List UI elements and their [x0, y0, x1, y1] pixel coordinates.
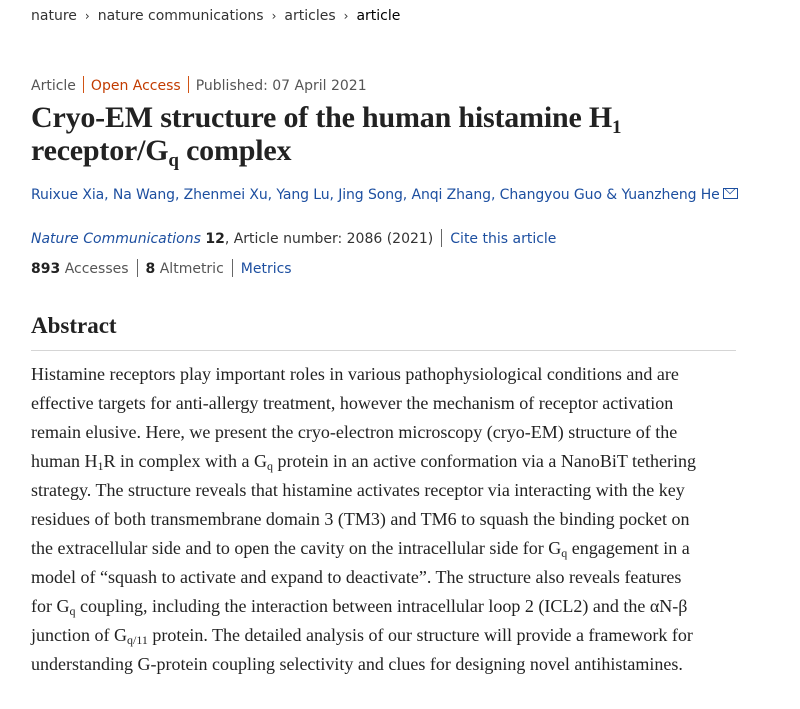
abstract-text-run: understanding G-protein coupling selectivity and clues for designing novel antihistamines. — [31, 654, 683, 674]
abstract-text-run: coupling, including the interaction between intracellular loop 2 (ICL2) and the αN-β — [75, 596, 688, 616]
journal-name[interactable]: Nature Communications — [31, 231, 201, 247]
open-access-badge: Open Access — [90, 78, 181, 94]
abstract-line — [31, 418, 736, 447]
article-type: Article — [31, 78, 76, 94]
cite-this-article-link[interactable]: Cite this article — [450, 231, 557, 247]
abstract-text-run: residues of both transmembrane domain 3 (TM3) and TM6 to squash the binding pocket on — [31, 509, 690, 529]
author-separator: , — [490, 187, 500, 203]
abstract-text-run: R in complex with a G — [103, 451, 267, 471]
chevron-right-icon: › — [271, 9, 277, 23]
abstract-text-run: remain elusive. Here, we present the cryo-electron microscopy (cryo-EM) structure of the — [31, 422, 678, 442]
abstract-text-run: protein. The detailed analysis of our structure will provide a framework for — [147, 625, 693, 645]
abstract-line — [31, 505, 736, 534]
metrics-divider — [137, 259, 138, 277]
author-name[interactable]: Zhenmei Xu — [183, 187, 268, 203]
author-separator: & — [601, 187, 622, 203]
author-separator: , — [174, 187, 184, 203]
title-subscript: q — [168, 150, 179, 171]
abstract-text-run: engagement in a — [567, 538, 690, 558]
title-text: complex — [178, 134, 292, 167]
abstract-subscript: 1 — [97, 459, 104, 473]
breadcrumb-item-nature-communications[interactable]: nature communications — [97, 8, 264, 24]
abstract-line — [31, 447, 736, 476]
altmetric-count: 8 — [145, 261, 156, 277]
abstract-text-run: for G — [31, 596, 70, 616]
author-name[interactable]: Anqi Zhang — [411, 187, 491, 203]
title-text: receptor/G — [31, 134, 169, 167]
author-separator: , — [329, 187, 339, 203]
abstract-text-run: strategy. The structure reveals that histamine activates receptor via interacting with the key — [31, 480, 685, 500]
breadcrumb — [31, 8, 400, 24]
author-separator: , — [104, 187, 113, 203]
journal-volume: 12 — [205, 231, 225, 247]
author-list — [31, 187, 738, 203]
abstract-heading: Abstract — [31, 313, 117, 338]
abstract-text-run: effective targets for anti-allergy treatment, however the mechanism of receptor activation — [31, 393, 674, 413]
article-number: , Article number: 2086 (2021) — [224, 231, 434, 247]
abstract-text-run: model of “squash to activate and expand to deactivate”. The structure also reveals features — [31, 567, 682, 587]
accesses-count: 893 — [31, 261, 61, 277]
author-name[interactable]: Na Wang — [112, 187, 175, 203]
abstract-line — [31, 650, 736, 679]
author-name[interactable]: Yang Lu — [276, 187, 330, 203]
abstract-line — [31, 592, 736, 621]
abstract-subscript: q — [69, 604, 76, 618]
abstract-line — [31, 360, 736, 389]
chevron-right-icon: › — [84, 9, 90, 23]
meta-divider — [83, 76, 84, 93]
article-meta — [31, 76, 367, 94]
meta-divider — [188, 76, 189, 93]
author-name[interactable]: Yuanzheng He — [621, 187, 720, 203]
accesses-label: Accesses — [64, 261, 129, 277]
title-subscript: 1 — [612, 117, 622, 138]
metrics-link[interactable]: Metrics — [240, 261, 292, 277]
abstract-line — [31, 621, 736, 650]
title-text: Cryo-EM structure of the human histamine H — [31, 101, 613, 134]
abstract-text-run: junction of G — [31, 625, 127, 645]
abstract-text-run: protein in an active conformation via a NanoBiT tethering — [272, 451, 697, 471]
abstract-text-run: Histamine receptors play important roles in various pathophysiological conditions and are — [31, 364, 679, 384]
citation-line — [31, 229, 556, 247]
abstract-line — [31, 389, 736, 418]
chevron-right-icon: › — [343, 9, 349, 23]
article-title — [31, 101, 622, 171]
author-name[interactable]: Ruixue Xia — [31, 187, 105, 203]
author-name[interactable]: Changyou Guo — [499, 187, 602, 203]
author-separator: , — [267, 187, 277, 203]
author-name[interactable]: Jing Song — [338, 187, 403, 203]
metrics-divider — [232, 259, 233, 277]
abstract-line — [31, 476, 736, 505]
abstract-text-run: human H — [31, 451, 98, 471]
altmetric-label: Altmetric — [159, 261, 224, 277]
abstract-line — [31, 563, 736, 592]
email-icon[interactable] — [723, 188, 738, 199]
breadcrumb-item-articles[interactable]: articles — [284, 8, 336, 24]
citation-divider — [441, 229, 442, 247]
abstract-text — [31, 360, 736, 679]
author-separator: , — [402, 187, 412, 203]
abstract-subscript: q — [266, 459, 273, 473]
abstract-subscript: q/11 — [127, 633, 148, 647]
published-date: Published: 07 April 2021 — [195, 78, 367, 94]
abstract-subscript: q — [561, 546, 568, 560]
abstract-line — [31, 534, 736, 563]
breadcrumb-current: article — [356, 8, 401, 24]
article-metrics — [31, 259, 292, 277]
abstract-divider — [31, 350, 736, 351]
abstract-text-run: the extracellular side and to open the cavity on the intracellular side for G — [31, 538, 562, 558]
breadcrumb-item-nature[interactable]: nature — [31, 8, 77, 24]
